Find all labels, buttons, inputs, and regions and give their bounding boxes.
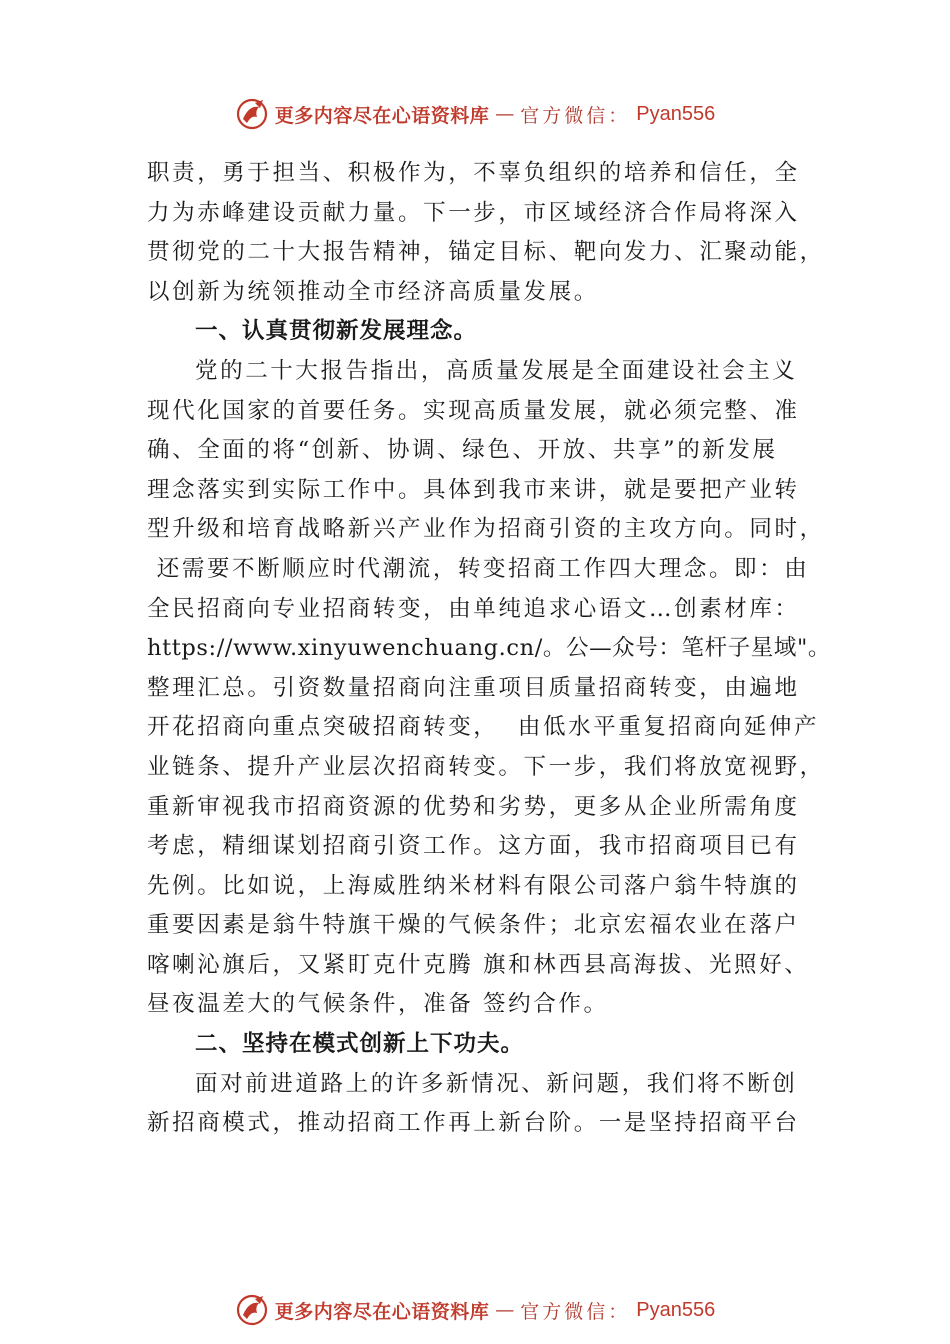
library-logo-icon	[235, 97, 269, 131]
footer-wechat-label: 官方微信：	[520, 1300, 631, 1323]
body-line: 以创新为统领推动全市经济高质量发展。	[147, 278, 599, 305]
header-dash: —	[495, 103, 515, 125]
section-heading-1: 一、认真贯彻新发展理念。	[195, 318, 478, 345]
body-line: 理念落实到实际工作中。具体到我市来讲，就是要把产业转	[147, 476, 800, 503]
body-line: 确、全面的将“创新、协调、绿色、开放、共享”的新发展	[147, 437, 778, 464]
body-line: 考虑，精细谋划招商引资工作。这方面，我市招商项目已有	[147, 833, 800, 860]
body-line: 贯彻党的二十大报告精神，锚定目标、靶向发力、汇聚动能，	[147, 239, 825, 266]
footer-banner	[0, 1288, 950, 1332]
body-line: 重要因素是翁牛特旗干燥的气候条件；北京宏福农业在落户	[147, 912, 800, 939]
body-line: 现代化国家的首要任务。实现高质量发展，就必须完整、准	[147, 397, 800, 424]
header-banner	[0, 92, 950, 136]
body-line: 面对前进道路上的许多新情况、新问题，我们将不断创	[195, 1070, 798, 1097]
body-line: 开花招商向重点突破招商转变， 由低水平重复招商向延伸产	[147, 714, 820, 741]
body-line: 业链条、提升产业层次招商转变。下一步，我们将放宽视野，	[147, 753, 825, 780]
header-wechat-id: Pyan556	[636, 102, 716, 125]
body-line: 型升级和培育战略新兴产业作为招商引资的主攻方向。同时，	[147, 516, 825, 543]
body-line: 喀喇沁旗后，又紧盯克什克腾 旗和林西县高海拔、光照好、	[147, 951, 810, 978]
body-line: 昼夜温差大的气候条件，准备 签约合作。	[147, 991, 609, 1018]
body-line: 还需要不断顺应时代潮流，转变招商工作四大理念。即：由	[147, 555, 810, 582]
header-wechat-label: 官方微信：	[520, 104, 631, 127]
footer-dash: —	[495, 1299, 515, 1321]
section-heading-2: 二、坚持在模式创新上下功夫。	[195, 1031, 525, 1058]
body-line: 党的二十大报告指出，高质量发展是全面建设社会主义	[195, 357, 798, 384]
library-logo-icon	[235, 1293, 269, 1327]
body-line: 先例。比如说，上海威胜纳米材料有限公司落户翁牛特旗的	[147, 872, 800, 899]
footer-wechat-id: Pyan556	[636, 1298, 716, 1321]
document-body	[147, 154, 832, 1144]
body-line: 整理汇总。引资数量招商向注重项目质量招商转变，由遍地	[147, 674, 800, 701]
body-line: 重新审视我市招商资源的优势和劣势，更多从企业所需角度	[147, 793, 800, 820]
body-line: 职责，勇于担当、积极作为，不辜负组织的培养和信任，全	[147, 160, 800, 186]
header-library-text: 更多内容尽在心语资料库	[274, 104, 490, 127]
footer-library-text: 更多内容尽在心语资料库	[274, 1300, 490, 1323]
body-line: 力为赤峰建设贡献力量。下一步，市区域经济合作局将深入	[147, 199, 800, 226]
body-line-url: https://www.xinyuwenchuang.cn/。公—众号：笔杆子星域"。	[147, 635, 832, 662]
body-line: 全民招商向专业招商转变，由单纯追求心语文…创素材库：	[147, 595, 800, 622]
body-line: 新招商模式，推动招商工作再上新台阶。一是坚持招商平台	[147, 1110, 800, 1137]
